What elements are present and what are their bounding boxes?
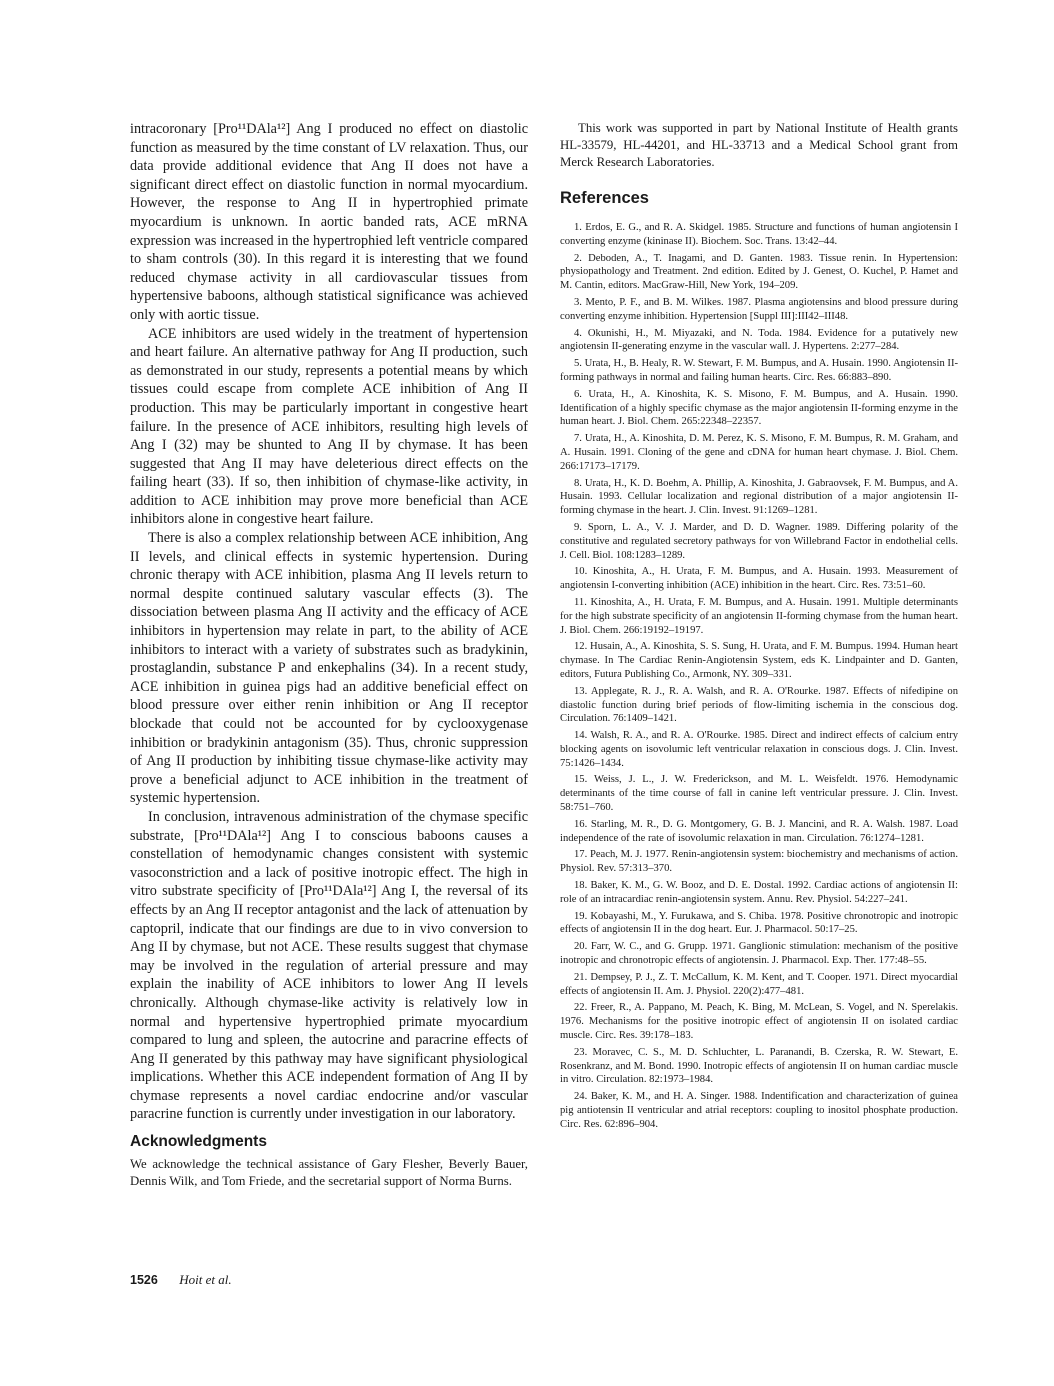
reference-item: 1. Erdos, E. G., and R. A. Skidgel. 1985. Structure and functions of human angiotensin I converting enzyme (kininase II). Biochem. Soc. Trans. 13:42–44. (560, 222, 958, 247)
reference-item: 20. Farr, W. C., and G. Grupp. 1971. Ganglionic stimulation: mechanism of the positive inotropic and chronotropic effects of angiotensin. J. Pharmacol. Exp. Ther. 177:48–55. (560, 941, 958, 967)
body-paragraph: ACE inhibitors are used widely in the treatment of hypertension and heart failure. An alternative pathway for Ang II production, such as demonstrated in our study, represents a potential means by which tissues could escape from complete ACE inhibition of Ang II production. This may be particularly important in congestive heart failure. In the presence of ACE inhibitors, resulting high levels of Ang I (32) may be shunted to Ang II by chymase. It has been suggested that Ang II may have deleterious direct effects on the failing heart (33). If so, then inhibition of chymase-like activity, in addition to ACE inhibition may prove more beneficial than ACE inhibitors alone in congestive heart failure. (130, 325, 528, 528)
reference-item: 16. Starling, M. R., D. G. Montgomery, G. B. J. Mancini, and R. A. Walsh. 1987. Load independence of the rate of isovolumic relaxation in man. Circulation. 76:1274–1281. (560, 818, 958, 844)
right-column (560, 120, 958, 1135)
reference-item: 9. Sporn, L. A., V. J. Marder, and D. D. Wagner. 1989. Differing polarity of the constitutive and regulated secretory pathways for von Willebrand Factor in endothelial cells. J. Cell. Biol. 108:1283–1289. (560, 521, 958, 561)
body-paragraph: There is also a complex relationship between ACE inhibition, Ang II levels, and clinical effects in systemic hypertension. During chronic therapy with ACE inhibition, plasma Ang II levels return to normal despite continued salutary vascular effects (3). The dissociation between plasma Ang II activity and the efficacy of ACE inhibitors in hypertension may relate in part, to the ability of ACE inhibitors to interact with a variety of substrates such as bradykinin, prostaglandin, substance P and enkephalins (34). In a recent study, ACE inhibition in guinea pigs had an additive beneficial effect on blood pressure over either renin inhibition or Ang II receptor blockade that could not be accounted for by cyclooxygenase inhibition or bradykinin antagonism (35). Thus, chronic suppression of Ang II production by inhibiting tissue chymase-like activity may prove a beneficial adjunct to ACE inhibition in the treatment of systemic hypertension. (130, 530, 528, 807)
reference-item: 2. Deboden, A., T. Inagami, and D. Ganten. 1983. Tissue renin. In Hypertension: physiopathology and Treatment. 2nd edition. Edited by J. Genest, O. Kuchel, P. Hamet and M. Cantin, editors. MacGraw-Hill, New York, 194–209. (560, 252, 958, 292)
acknowledgments-heading: Acknowledgments (130, 1133, 267, 1151)
reference-item: 13. Applegate, R. J., R. A. Walsh, and R. A. O'Rourke. 1987. Effects of nifedipine on diastolic function during brief periods of flow-limiting ischemia in the conscious dog. Circulation. 76:1409–1421. (560, 685, 958, 725)
page-footer (130, 1272, 232, 1288)
reference-item: 11. Kinoshita, A., H. Urata, F. M. Bumpus, and A. Husain. 1991. Multiple determinants for the high substrate specificity of an angiotensin II-forming chymase from the human heart. J. Biol. Chem. 266:19192–19197. (560, 596, 958, 636)
reference-item: 7. Urata, H., A. Kinoshita, D. M. Perez, K. S. Misono, F. M. Bumpus, R. M. Graham, and A. Husain. 1991. Cloning of the gene and cDNA for human heart chymase. J. Biol. Chem. 266:17173–17179. (560, 433, 958, 472)
reference-list (560, 221, 958, 1132)
page-number: 1526 (130, 1273, 158, 1287)
reference-item: 4. Okunishi, H., M. Miyazaki, and N. Toda. 1984. Evidence for a putatively new angiotensin II-generating enzyme in the vascular wall. J. Hypertens. 2:277–284. (560, 327, 958, 353)
reference-item: 21. Dempsey, P. J., Z. T. McCallum, K. M. Kent, and T. Cooper. 1971. Direct myocardial effects of angiotensin II. Am. J. Physiol. 220(2):477–481. (560, 971, 958, 997)
acknowledgments-text: We acknowledge the technical assistance of Gary Flesher, Beverly Bauer, Dennis Wilk, and Tom Friede, and the secretarial support of Norma Burns. (130, 1156, 528, 1188)
reference-item: 6. Urata, H., A. Kinoshita, K. S. Misono, F. M. Bumpus, and A. Husain. 1990. Identification of a highly specific chymase as the major angiotensin II-forming enzyme in the human heart. J. Biol. Chem. 265:22348–22357. (560, 388, 958, 428)
reference-item: 3. Mento, P. F., and B. M. Wilkes. 1987. Plasma angiotensins and blood pressure during converting enzyme inhibition. Hypertension [Suppl III]:III42–III48. (560, 296, 958, 322)
running-authors: Hoit et al. (179, 1272, 232, 1287)
reference-item: 19. Kobayashi, M., Y. Furukawa, and S. Chiba. 1978. Positive chronotropic and inotropic effects of angiotensin II in the dog heart. Eur. J. Pharmacol. 50:17–25. (560, 910, 958, 936)
reference-item: 5. Urata, H., B. Healy, R. W. Stewart, F. M. Bumpus, and A. Husain. 1990. Angiotensin II-forming pathways in normal and failing human hearts. Circ. Res. 66:883–890. (560, 358, 958, 383)
reference-item: 14. Walsh, R. A., and R. A. O'Rourke. 1985. Direct and indirect effects of calcium entry blocking agents on isovolumic left ventricular relaxation in conscious dogs. J. Clin. Invest. 75:1426–1434. (560, 730, 958, 769)
reference-item: 8. Urata, H., K. D. Boehm, A. Phillip, A. Kinoshita, J. Gabraovsek, F. M. Bumpus, and A. Husain. 1993. Cellular localization and regional distribution of a major angiotensin II-forming chymase in the heart. J. Clin. Invest. 91:1269–1281. (560, 477, 958, 517)
reference-item: 15. Weiss, J. L., J. W. Frederickson, and M. L. Weisfeldt. 1976. Hemodynamic determinants of the time course of fall in canine left ventricular pressure. J. Clin. Invest. 58:751–760. (560, 774, 958, 814)
references-heading: References (560, 189, 649, 207)
body-paragraph: intracoronary [Pro¹¹DAla¹²] Ang I produced no effect on diastolic function as measured by the time constant of LV relaxation. Thus, our data provide additional evidence that Ang II does not have a significant direct effect on diastolic function in normal myocardium. However, the response to Ang II in hypertrophied primate myocardium is unknown. In aortic banded rats, ACE mRNA expression was increased in the hypertrophied left ventricle compared to sham controls (30). In this regard it is interesting that we found reduced chymase activity in all cardiovascular tissues from hypertensive baboons, although statistical significance was achieved only with aortic tissue. (130, 121, 528, 323)
reference-item: 10. Kinoshita, A., H. Urata, F. M. Bumpus, and A. Husain. 1993. Measurement of angiotensin I-converting inhibition (ACE) inhibition in the heart. Circ. Res. 73:51–60. (560, 566, 958, 592)
reference-item: 12. Husain, A., A. Kinoshita, S. S. Sung, H. Urata, and F. M. Bumpus. 1994. Human heart chymase. In The Cardiac Renin-Angiotensin System, eds K. Lindpainter and D. Ganten, editors, Futura Publishing Co., Armonk, NY. 309–331. (560, 641, 958, 680)
body-paragraph: In conclusion, intravenous administration of the chymase specific substrate, [Pro¹¹DAla¹²] Ang I to conscious baboons causes a constellation of hemodynamic changes consistent with systemic vasoconstriction and a lack of positive inotropic effect. The high in vitro substrate specificity of [Pro¹¹DAla¹²] Ang I, the reversal of its effects by an Ang II receptor antagonist and the lack of attenuation by captopril, indicate that our findings are due to in vivo conversion to Ang II by chymase, but not ACE. These results suggest that chymase may be involved in the regulation of arterial pressure and may explain the inability of ACE inhibitors to lower Ang II levels chronically. Although chymase-like activity is relatively low in normal and hypertensive hypertrophied primate myocardium compared to lung and spleen, the autocrine and paracrine effects of Ang II generated by this pathway may have significant physiological implications. Whether this ACE independent formation of Ang II by chymase represents a novel cardiac endocrine and/or vascular paracrine function is currently under investigation in our laboratory. (130, 808, 528, 1123)
reference-item: 22. Freer, R., A. Pappano, M. Peach, K. Bing, M. McLean, S. Vogel, and N. Sperelakis. 1976. Mechanisms for the positive inotropic effect of angiotensin II on isolated cardiac muscle. Circ. Res. 39:178–183. (560, 1002, 958, 1042)
left-column (130, 120, 528, 1190)
reference-item: 17. Peach, M. J. 1977. Renin-angiotensin system: biochemistry and mechanisms of action. Physiol. Rev. 57:313–370. (560, 849, 958, 875)
reference-item: 24. Baker, K. M., and H. A. Singer. 1988. Indentification and characterization of guinea pig antiotensin II ventricular and atrial receptors: coupling to inositol phosphate production. Circ. Res. 62:896–904. (560, 1091, 958, 1130)
reference-item: 18. Baker, K. M., G. W. Booz, and D. E. Dostal. 1992. Cardiac actions of angiotensin II: role of an intracardiac renin-angiotensin system. Annu. Rev. Physiol. 54:227–241. (560, 880, 958, 905)
funding-statement: This work was supported in part by National Institute of Health grants HL-33579, HL-44201, and HL-33713 and a Medical School grant from Merck Research Laboratories. (560, 121, 958, 169)
reference-item: 23. Moravec, C. S., M. D. Schluchter, L. Paranandi, B. Czerska, R. W. Stewart, E. Rosenkranz, and M. Bond. 1990. Inotropic effects of angiotensin II on human cardiac muscle in vitro. Circulation. 82:1973–1984. (560, 1046, 958, 1086)
